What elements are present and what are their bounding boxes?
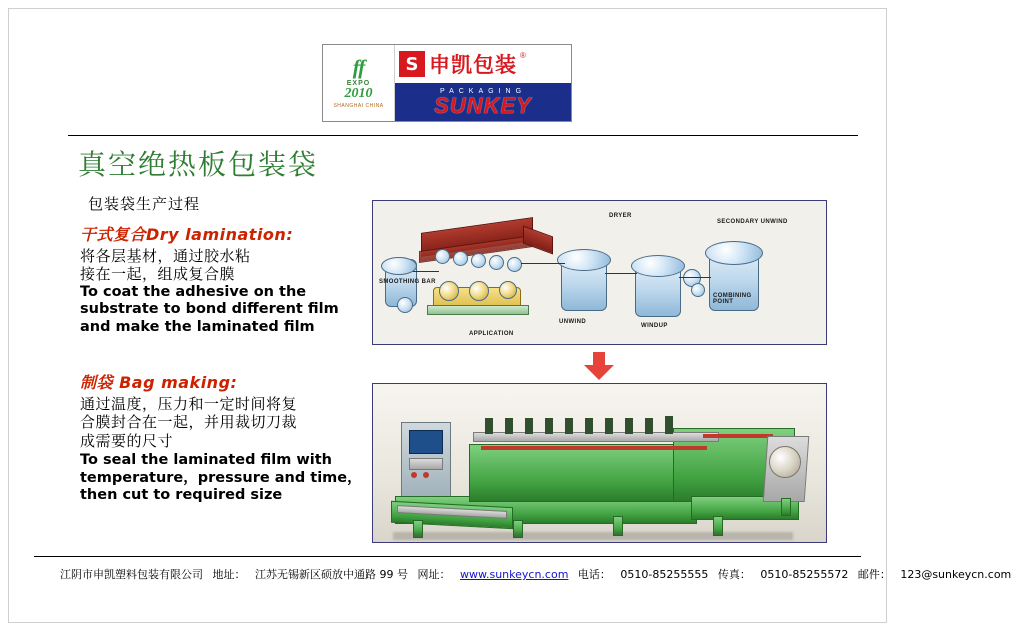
diagram-label-dryer: DRYER (609, 213, 632, 219)
expo-city: SHANGHAI CHINA (333, 103, 384, 109)
machine-stripe (481, 446, 707, 450)
title-divider (68, 135, 858, 136)
footer-tel: 0510-85255555 (620, 568, 709, 581)
emergency-button (411, 472, 417, 478)
packaging-label: PACKAGING (439, 88, 527, 96)
footer-divider (34, 556, 861, 557)
footer-company: 江阴市申凯塑料包装有限公司 (60, 568, 203, 581)
control-screen (409, 430, 443, 454)
diagram-label-windup: WINDUP (641, 323, 668, 329)
block-heading: 干式复合Dry lamination: (80, 225, 294, 244)
windup-roll-end (631, 255, 685, 277)
registered-trademark-icon: ® (520, 51, 526, 60)
down-arrow-icon (584, 352, 614, 380)
block-en-line: then cut to required size (80, 487, 283, 504)
footer-tel-label: 电话： (577, 568, 611, 581)
expo-logo (323, 45, 395, 121)
block-en-line: temperature，pressure and time， (80, 469, 362, 486)
dryer-roller (507, 257, 522, 272)
dryer-duct (523, 226, 553, 255)
machine-leg (781, 498, 791, 516)
footer-address-label: 地址： (212, 568, 246, 581)
smoothing-bar-roller (397, 297, 413, 313)
sealing-station (625, 418, 633, 434)
indicator-light (423, 472, 429, 478)
block-heading: 制袋 Bag making: (80, 373, 238, 392)
sealing-station (585, 418, 593, 434)
sunkey-logo (395, 45, 571, 121)
company-logo (322, 44, 572, 122)
dryer-roller (435, 249, 450, 264)
diagram-label-secondary-unwind: SECONDARY UNWIND (717, 219, 788, 225)
logo-brand-row (395, 83, 571, 121)
block-en-line: substrate to bond different film (80, 301, 339, 318)
content-block-dry-lamination (80, 222, 370, 337)
sealing-station (645, 418, 653, 434)
web-path (605, 273, 637, 274)
expo-year: 2010 (344, 86, 373, 101)
web-path (521, 263, 565, 264)
web-path (413, 271, 439, 272)
expo-mark-icon: ff (352, 55, 365, 79)
applicator-roller (499, 281, 517, 299)
sealing-station (545, 418, 553, 434)
web-path (679, 277, 711, 278)
block-cn-line: 接在一起，组成复合膜 (80, 265, 236, 284)
applicator-roller (439, 281, 459, 301)
block-en-line: and make the laminated film (80, 318, 315, 335)
secondary-unwind-end (705, 241, 763, 265)
footer-website-link[interactable]: www.sunkeycn.com (460, 568, 569, 581)
footer-fax-label: 传真： (717, 568, 751, 581)
block-en-line: To coat the adhesive on the (80, 283, 307, 300)
footer-email: 123@sunkeycn.com (900, 568, 1012, 581)
logo-chinese-row (395, 45, 571, 83)
combining-roller (691, 283, 705, 297)
diagram-label-application: APPLICATION (469, 331, 514, 337)
bag-making-machine-photo (372, 383, 827, 543)
sealing-station (505, 418, 513, 434)
unwind-roll-mid-end (557, 249, 611, 271)
sealing-station (565, 418, 573, 434)
control-buttons (409, 458, 443, 470)
company-chinese-name: 申凯包装 (429, 53, 517, 77)
dry-lamination-diagram (372, 200, 827, 345)
sunkey-s-icon: S (399, 51, 425, 77)
unwind-roll-left-end (381, 257, 417, 275)
block-cn-line: 将各层基材，通过胶水粘 (80, 247, 251, 265)
footer-email-label: 邮件： (857, 568, 891, 581)
block-cn-line: 合膜封合在一起，并用裁切刀裁 (80, 413, 298, 432)
page-title: 真空绝热板包装袋 (78, 148, 319, 181)
diagram-label-unwind: UNWIND (559, 319, 587, 325)
block-cn-line: 通过温度，压力和一定时间将复 (80, 395, 298, 413)
expo-label: EXPO (346, 80, 371, 87)
machine-shadow (393, 532, 793, 540)
footer (60, 566, 1012, 582)
dryer-roller (471, 253, 486, 268)
content-block-bag-making (80, 370, 370, 505)
footer-fax: 0510-85255572 (760, 568, 849, 581)
footer-website-label: 网址： (417, 568, 451, 581)
applicator-base (427, 305, 529, 315)
block-cn-line: 成需要的尺寸 (80, 431, 174, 450)
sealing-station (525, 418, 533, 434)
sealing-station (665, 416, 673, 434)
sealing-station (485, 418, 493, 434)
subtitle: 包装袋生产过程 (88, 195, 201, 213)
machine-stripe (703, 434, 773, 438)
block-en-line: To seal the laminated film with (80, 451, 333, 468)
material-roll (769, 446, 801, 478)
brand-name: SUNKEY (434, 93, 532, 119)
applicator-roller (469, 281, 489, 301)
sealing-station (605, 418, 613, 434)
dryer-roller (453, 251, 468, 266)
footer-address: 江苏无锡新区硕放中通路 99 号 (255, 568, 408, 581)
dryer-roller (489, 255, 504, 270)
diagram-label-smoothing-bar: SMOOTHING BAR (379, 279, 436, 285)
diagram-label-combining-point: COMBINING POINT (713, 293, 752, 305)
